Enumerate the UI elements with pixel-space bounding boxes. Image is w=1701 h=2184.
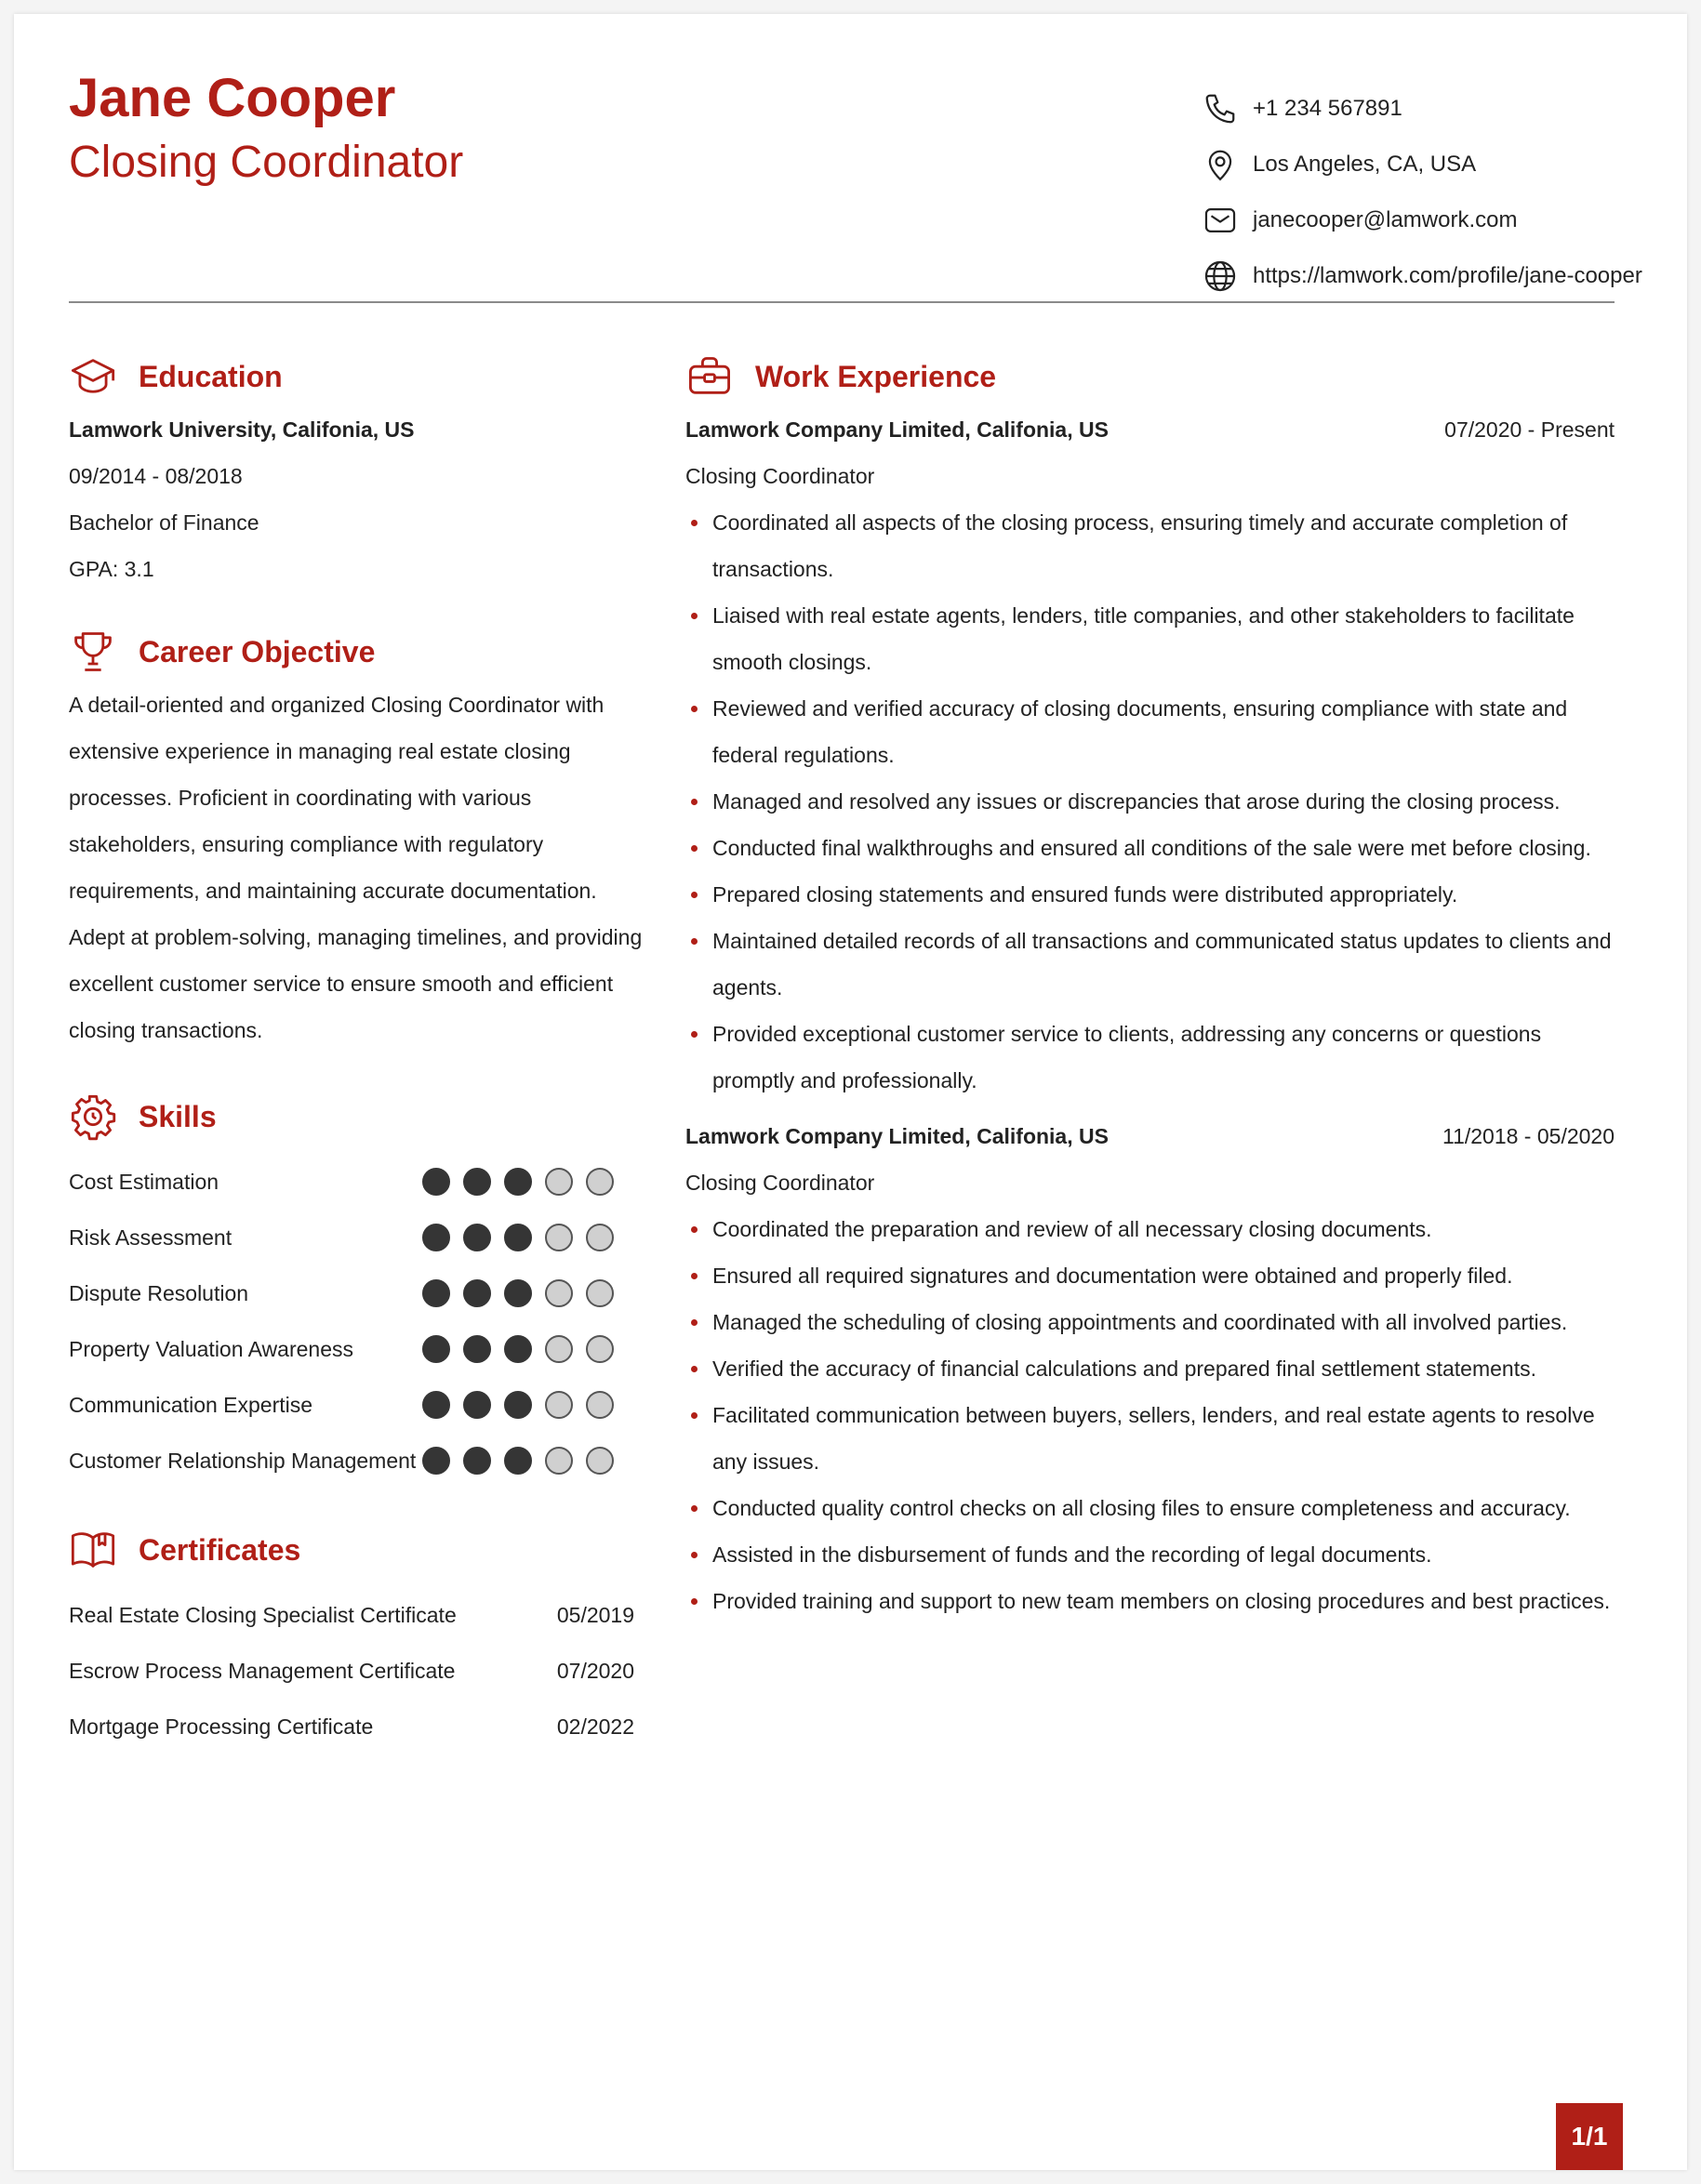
list-item: Provided exceptional customer service to clients, addressing any concerns or questions promptly and professionally. — [685, 1011, 1615, 1104]
education-heading-text: Education — [139, 359, 283, 393]
certificate-name: Escrow Process Management Certificate — [69, 1658, 456, 1683]
rating-dot-empty — [586, 1224, 614, 1251]
certificate-row — [69, 1587, 634, 1643]
job-title: Closing Coordinator — [685, 1171, 875, 1195]
list-item: Conducted final walkthroughs and ensured all conditions of the sale were met before closing. — [685, 825, 1615, 871]
certificate-date: 02/2022 — [556, 1714, 634, 1739]
gear-icon — [69, 1092, 117, 1141]
skill-rating — [422, 1279, 627, 1307]
job-header — [685, 1113, 1615, 1159]
list-item: Coordinated all aspects of the closing process, ensuring timely and accurate completion of transactions. — [685, 499, 1615, 592]
job-dates: 07/2020 - Present — [1444, 417, 1615, 442]
contact-website — [1203, 248, 1642, 304]
skills-heading-text: Skills — [139, 1099, 217, 1133]
list-item: Managed and resolved any issues or discrepancies that arose during the closing process. — [685, 778, 1615, 825]
list-item: Conducted quality control checks on all closing files to ensure completeness and accuracy. — [685, 1485, 1615, 1531]
contact-email — [1203, 192, 1642, 248]
skill-name: Property Valuation Awareness — [69, 1336, 353, 1361]
certificates-heading-text: Certificates — [139, 1532, 301, 1567]
job-company: Lamwork Company Limited, Califonia, US — [685, 1124, 1109, 1148]
header-divider — [69, 301, 1615, 303]
contact-location-text: Los Angeles, CA, USA — [1253, 152, 1477, 177]
skill-row — [69, 1433, 645, 1489]
education-heading — [69, 349, 645, 404]
rating-dot-empty — [586, 1391, 614, 1419]
skill-rating — [422, 1224, 627, 1251]
objective-heading — [69, 624, 645, 680]
certificates-list — [69, 1587, 645, 1754]
list-item: Managed the scheduling of closing appointments and coordinated with all involved parties. — [685, 1299, 1615, 1345]
rating-dot-filled — [422, 1224, 450, 1251]
certificates-heading — [69, 1522, 645, 1578]
list-item: Facilitated communication between buyers, sellers, lenders, and real estate agents to resolve any issues. — [685, 1392, 1615, 1485]
rating-dot-filled — [422, 1335, 450, 1363]
rating-dot-filled — [422, 1279, 450, 1307]
job-company: Lamwork Company Limited, Califonia, US — [685, 417, 1109, 442]
briefcase-icon — [685, 352, 734, 401]
candidate-role: Closing Coordinator — [69, 138, 464, 187]
resume-page — [14, 14, 1687, 2170]
page-indicator[interactable]: 1/1 — [1556, 2103, 1623, 2170]
rating-dot-empty — [586, 1168, 614, 1196]
skill-row — [69, 1377, 645, 1433]
rating-dot-empty — [586, 1447, 614, 1475]
skills-heading — [69, 1089, 645, 1145]
rating-dot-empty — [545, 1391, 573, 1419]
skill-row — [69, 1265, 645, 1321]
rating-dot-filled — [463, 1224, 491, 1251]
rating-dot-filled — [504, 1279, 532, 1307]
skill-rating — [422, 1391, 627, 1419]
list-item: Coordinated the preparation and review of all necessary closing documents. — [685, 1206, 1615, 1252]
job-entry — [685, 1113, 1615, 1624]
skill-row — [69, 1210, 645, 1265]
contact-phone — [1203, 81, 1642, 137]
list-item: Provided training and support to new team members on closing procedures and best practices. — [685, 1578, 1615, 1624]
candidate-name: Jane Cooper — [69, 68, 396, 128]
certificate-row — [69, 1699, 634, 1754]
list-item: Maintained detailed records of all transactions and communicated status updates to clients and agents. — [685, 918, 1615, 1011]
globe-icon — [1203, 258, 1238, 294]
skill-name: Dispute Resolution — [69, 1280, 249, 1305]
skill-rating — [422, 1335, 627, 1363]
education-dates: 09/2014 - 08/2018 — [69, 464, 243, 488]
rating-dot-filled — [504, 1391, 532, 1419]
rating-dot-filled — [422, 1391, 450, 1419]
contact-list — [1203, 81, 1642, 304]
skill-name: Customer Relationship Management — [69, 1448, 417, 1473]
certificate-name: Real Estate Closing Specialist Certificate — [69, 1602, 457, 1627]
certificate-date: 05/2019 — [556, 1602, 634, 1627]
list-item: Reviewed and verified accuracy of closing documents, ensuring compliance with state and federal regulations. — [685, 685, 1615, 778]
certificate-row — [69, 1643, 634, 1699]
rating-dot-filled — [463, 1391, 491, 1419]
job-entry — [685, 406, 1615, 1104]
rating-dot-filled — [504, 1447, 532, 1475]
rating-dot-empty — [545, 1224, 573, 1251]
mail-icon — [1203, 203, 1238, 238]
list-item: Assisted in the disbursement of funds and the recording of legal documents. — [685, 1531, 1615, 1578]
rating-dot-filled — [463, 1447, 491, 1475]
certificate-name: Mortgage Processing Certificate — [69, 1714, 374, 1739]
skill-name: Risk Assessment — [69, 1224, 233, 1250]
work-heading — [685, 349, 1615, 404]
rating-dot-filled — [463, 1335, 491, 1363]
skill-name: Communication Expertise — [69, 1392, 313, 1417]
rating-dot-filled — [422, 1168, 450, 1196]
contact-email-text: janecooper@lamwork.com — [1253, 207, 1518, 232]
job-dates: 11/2018 - 05/2020 — [1442, 1124, 1615, 1148]
rating-dot-empty — [545, 1447, 573, 1475]
book-icon — [69, 1526, 117, 1574]
list-item: Liaised with real estate agents, lenders, title companies, and other stakeholders to facilitate smooth closings. — [685, 592, 1615, 685]
job-bullets — [685, 1206, 1615, 1624]
job-title: Closing Coordinator — [685, 464, 875, 488]
rating-dot-empty — [545, 1335, 573, 1363]
skill-row — [69, 1321, 645, 1377]
work-heading-text: Work Experience — [755, 359, 997, 393]
education-gpa: GPA: 3.1 — [69, 557, 154, 581]
graduation-cap-icon — [69, 352, 117, 401]
objective-text: A detail-oriented and organized Closing Coordinator with extensive experience in managing real estate closing processes. Proficient in coordinating with various stakeholders, ensuring compliance with regulatory requirements, and maintaining accurate documentation. Adept at problem-solving, managing timelines, and providing excellent customer service to ensure smooth and efficient closing transactions. — [69, 693, 643, 1042]
left-column — [69, 349, 645, 1754]
rating-dot-filled — [504, 1335, 532, 1363]
list-item: Ensured all required signatures and documentation were obtained and properly filed. — [685, 1252, 1615, 1299]
rating-dot-empty — [545, 1168, 573, 1196]
contact-location — [1203, 137, 1642, 192]
education-degree: Bachelor of Finance — [69, 510, 259, 535]
job-header — [685, 406, 1615, 453]
education-school: Lamwork University, Califonia, US — [69, 417, 415, 442]
skill-rating — [422, 1168, 627, 1196]
rating-dot-filled — [463, 1168, 491, 1196]
phone-icon — [1203, 91, 1238, 126]
list-item: Prepared closing statements and ensured funds were distributed appropriately. — [685, 871, 1615, 918]
contact-phone-text: +1 234 567891 — [1253, 96, 1402, 121]
skill-rating — [422, 1447, 627, 1475]
rating-dot-filled — [422, 1447, 450, 1475]
rating-dot-empty — [545, 1279, 573, 1307]
certificate-date: 07/2020 — [556, 1658, 634, 1683]
rating-dot-filled — [504, 1168, 532, 1196]
contact-website-text: https://lamwork.com/profile/jane-cooper — [1253, 263, 1642, 288]
rating-dot-empty — [586, 1335, 614, 1363]
list-item: Verified the accuracy of financial calculations and prepared final settlement statements. — [685, 1345, 1615, 1392]
right-column — [685, 349, 1615, 1624]
rating-dot-filled — [463, 1279, 491, 1307]
education-entry — [69, 406, 645, 592]
rating-dot-empty — [586, 1279, 614, 1307]
rating-dot-filled — [504, 1224, 532, 1251]
location-pin-icon — [1203, 147, 1238, 182]
objective-heading-text: Career Objective — [139, 634, 376, 668]
skill-row — [69, 1154, 645, 1210]
trophy-icon — [69, 628, 117, 676]
skills-list — [69, 1154, 645, 1489]
job-bullets — [685, 499, 1615, 1104]
skill-name: Cost Estimation — [69, 1169, 219, 1194]
